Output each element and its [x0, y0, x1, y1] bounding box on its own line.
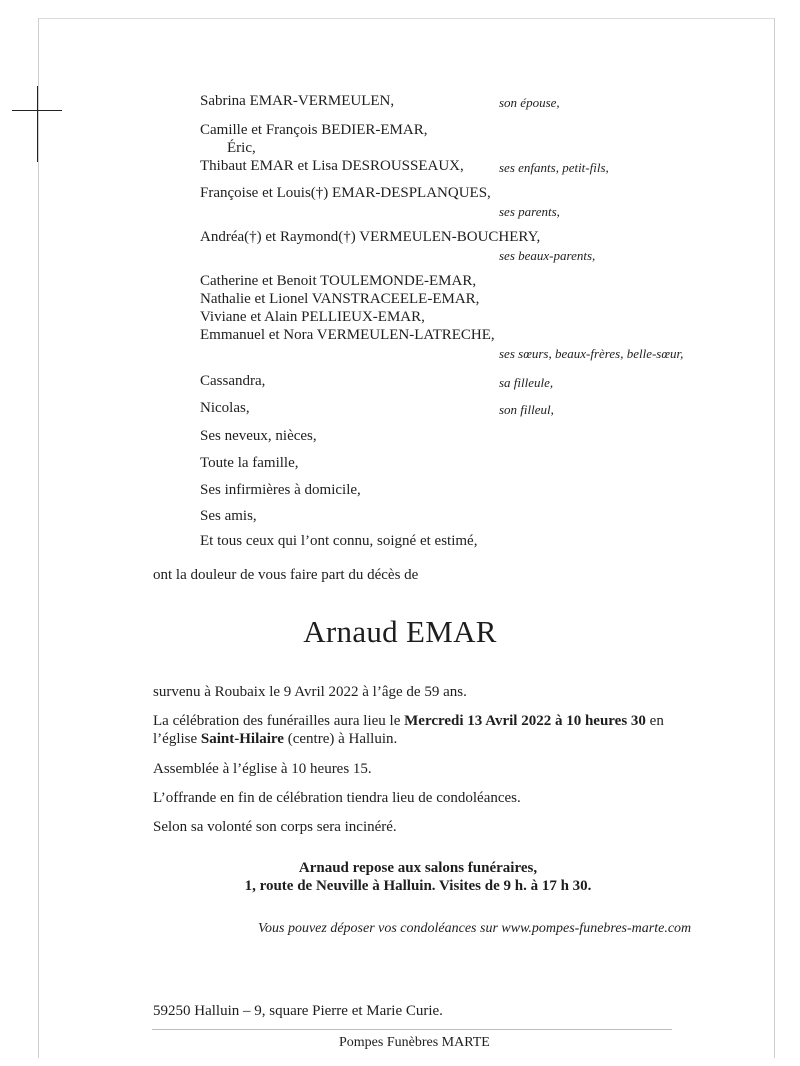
family-nathalie: Nathalie et Lionel VANSTRACEELE-EMAR, [200, 291, 480, 307]
celebration-line [153, 712, 664, 730]
family-friends: Ses amis, [200, 508, 257, 524]
family-viviane: Viviane et Alain PELLIEUX-EMAR, [200, 309, 425, 325]
death-details: survenu à Roubaix le 9 Avril 2022 à l’âge de 59 ans. [153, 684, 467, 700]
celebration-text-end: en [645, 713, 664, 729]
family-camille: Camille et François BEDIER-EMAR, [200, 122, 428, 138]
celebration-date: Mercredi 13 Avril 2022 à 10 heures 30 [404, 713, 646, 729]
family-nephews: Ses neveux, nièces, [200, 428, 317, 444]
offering: L’offrande en fin de célébration tiendra lieu de condoléances. [153, 790, 521, 806]
church-name: Saint-Hilaire [200, 731, 284, 747]
family-sabrina: Sabrina EMAR-VERMEULEN, [200, 93, 395, 109]
family-francoise: Françoise et Louis(†) EMAR-DESPLANQUES, [200, 185, 491, 201]
church-text-end: (centre) à Halluin. [283, 731, 398, 747]
family-nurses: Ses infirmières à domicile, [200, 482, 361, 498]
page-border-right [774, 18, 775, 1058]
page-border-top [38, 18, 775, 19]
cremation: Selon sa volonté son corps sera incinéré. [153, 819, 397, 835]
footer-company: Pompes Funèbres MARTE [339, 1035, 490, 1050]
assembly-time: Assemblée à l’église à 10 heures 15. [153, 761, 372, 777]
family-nicolas: Nicolas, [200, 400, 250, 416]
church-text: l’église [153, 731, 201, 747]
family-thibaut: Thibaut EMAR et Lisa DESROUSSEAUX, [200, 158, 464, 174]
funeral-home-line1: Arnaud repose aux salons funéraires, [298, 860, 538, 876]
announcement: ont la douleur de vous faire part du décès de [153, 567, 419, 583]
deceased-name: Arnaud EMAR [303, 614, 497, 649]
role-parents: ses parents, [499, 204, 560, 219]
cross-icon-vertical [37, 86, 38, 162]
funeral-home-line2: 1, route de Neuville à Halluin. Visites de 9 h. à 17 h 30. [244, 878, 592, 894]
family-andrea: Andréa(†) et Raymond(†) VERMEULEN-BOUCHERY, [200, 229, 541, 245]
family-all: Et tous ceux qui l’ont connu, soigné et estimé, [200, 533, 478, 549]
family-catherine: Catherine et Benoit TOULEMONDE-EMAR, [200, 273, 477, 289]
role-godson: son filleul, [499, 402, 554, 417]
celebration-text: La célébration des funérailles aura lieu le [153, 713, 405, 729]
family-all-family: Toute la famille, [200, 455, 299, 471]
family-emmanuel: Emmanuel et Nora VERMEULEN-LATRECHE, [200, 327, 495, 343]
role-goddaughter: sa filleule, [499, 375, 554, 390]
role-siblings: ses sœurs, beaux-frères, belle-sœur, [499, 346, 684, 361]
family-cassandra: Cassandra, [200, 373, 266, 389]
family-eric: Éric, [227, 140, 256, 156]
footer-divider [152, 1029, 672, 1030]
role-spouse: son épouse, [499, 95, 560, 110]
condolences-website: Vous pouvez déposer vos condoléances sur www.pompes-funebres-marte.com [258, 921, 692, 936]
role-inlaws: ses beaux-parents, [499, 248, 596, 263]
page-border-left [38, 18, 39, 1058]
church-line [153, 730, 397, 748]
role-children: ses enfants, petit-fils, [499, 160, 609, 175]
address: 59250 Halluin – 9, square Pierre et Marie Curie. [153, 1003, 443, 1019]
